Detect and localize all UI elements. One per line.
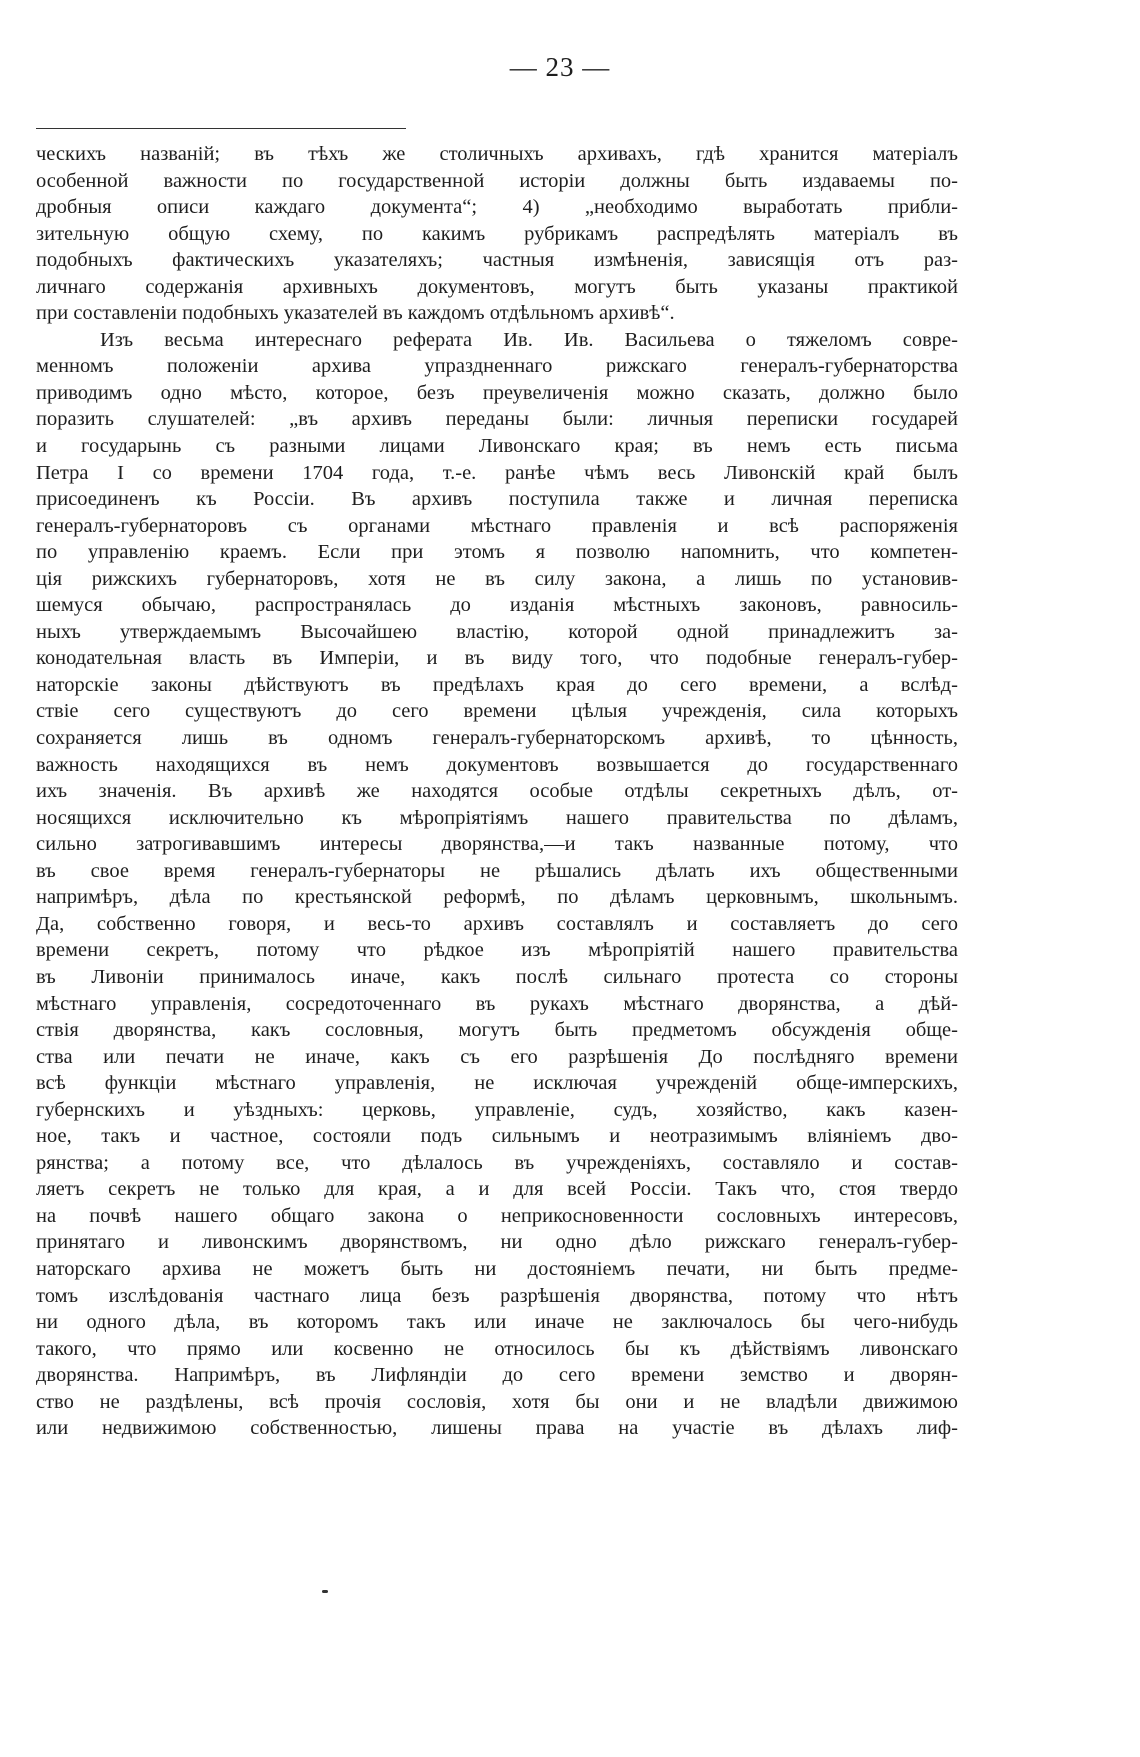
text-line: губернскихъ и уѣздныхъ: церковь, управленіе, судъ, хозяйство, какъ казен-	[36, 1098, 958, 1121]
text-line: въ Ливоніи принималось иначе, какъ послѣ сильнаго протеста со стороны	[36, 965, 958, 988]
text-line: дворянства. Напримѣръ, въ Лифляндіи до сего времени земство и дворян-	[36, 1364, 958, 1387]
text-line: ства или печати не иначе, какъ съ его разрѣшенія До послѣдняго времени	[36, 1045, 958, 1068]
text-line: Изъ весьма интереснаго реферата Ив. Ив. Васильева о тяжеломъ совре-	[100, 328, 958, 351]
text-line: наторскіе законы дѣйствуютъ въ предѣлахъ края до сего времени, а вслѣд-	[36, 673, 958, 696]
text-line: ствіе сего существуютъ до сего времени цѣлыя учрежденія, сила которыхъ	[36, 700, 958, 723]
text-line: принятаго и ливонскимъ дворянствомъ, ни одно дѣло рижскаго генералъ-губер-	[36, 1231, 958, 1254]
text-line: ствія дворянства, какъ сословныя, могутъ быть предметомъ обсужденія обще-	[36, 1019, 958, 1042]
text-line: на почвѣ нашего общаго закона о неприкосновенности сословныхъ интересовъ,	[36, 1204, 958, 1227]
text-line: приводимъ одно мѣсто, которое, безъ преувеличенія можно сказать, должно было	[36, 381, 958, 404]
text-line: по управленію краемъ. Если при этомъ я позволю напомнить, что компетен-	[36, 541, 958, 564]
text-line: ція рижскихъ губернаторовъ, хотя не въ силу закона, а лишь по установив-	[36, 567, 958, 590]
text-line: томъ изслѣдованія частнаго лица безъ разрѣшенія дворянства, потому что нѣтъ	[36, 1284, 958, 1307]
text-line: важность находящихся въ немъ документовъ возвышается до государственнаго	[36, 753, 958, 776]
text-line: особенной важности по государственной исторіи должны быть издаваемы по-	[36, 169, 958, 192]
text-line: и государынь съ разными лицами Ливонскаго края; въ немъ есть письма	[36, 435, 958, 458]
text-line: конодательная власть въ Имперіи, и въ виду того, что подобные генералъ-губер-	[36, 647, 958, 670]
text-line: ни одного дѣла, въ которомъ такъ или иначе не заключалось бы чего-нибудь	[36, 1311, 958, 1334]
text-line: поразить слушателей: „въ архивъ переданы были: личныя переписки государей	[36, 408, 958, 431]
ink-speck	[322, 1590, 328, 1593]
text-line: ныхъ утверждаемымъ Высочайшею властію, которой одной принадлежитъ за-	[36, 620, 958, 643]
text-line: носящихся исключительно къ мѣропріятіямъ нашего правительства по дѣламъ,	[36, 806, 958, 829]
text-line: мѣстнаго управленія, сосредоточеннаго въ рукахъ мѣстнаго дворянства, а дѣй-	[36, 992, 958, 1015]
text-line: или недвижимою собственностью, лишены права на участіе въ дѣлахъ лиф-	[36, 1417, 958, 1440]
text-line: ческихъ названій; въ тѣхъ же столичныхъ архивахъ, гдѣ хранится матеріалъ	[36, 143, 958, 165]
text-line: менномъ положеніи архива упраздненнаго рижскаго генералъ-губернаторства	[36, 355, 958, 378]
text-line: шемуся обычаю, распространялась до изданія мѣстныхъ законовъ, равносиль-	[36, 594, 958, 617]
text-line: сохраняется лишь въ одномъ генералъ-губернаторскомъ архивѣ, то цѣнность,	[36, 727, 958, 750]
text-line: при составленіи подобныхъ указателей въ каждомъ отдѣльномъ архивѣ“.	[36, 302, 675, 325]
text-line: такого, что прямо или косвенно не относилось бы къ дѣйствіямъ ливонскаго	[36, 1337, 958, 1360]
text-line: времени секретъ, потому что рѣдкое изъ мѣропріятій нашего правительства	[36, 939, 958, 962]
paragraph-2	[36, 327, 958, 1469]
text-line: ихъ значенія. Въ архивѣ же находятся особые отдѣлы секретныхъ дѣлъ, от-	[36, 780, 958, 803]
text-line: ляетъ секретъ не только для края, а и для всей Россіи. Такъ что, стоя твердо	[36, 1178, 958, 1201]
text-line: Петра I со времени 1704 года, т.-е. ранѣе чѣмъ весь Ливонскій край былъ	[36, 461, 958, 484]
text-line: рянства; а потому все, что дѣлалось въ учрежденіяхъ, составляло и состав-	[36, 1151, 958, 1174]
text-line	[36, 1442, 958, 1469]
text-line: Да, собственно говоря, и весь-то архивъ составлялъ и составляетъ до сего	[36, 912, 958, 935]
text-line: въ свое время генералъ-губернаторы не рѣшались дѣлать ихъ общественными	[36, 859, 958, 882]
text-line: сильно затрогивавшимъ интересы дворянства,—и такъ названные потому, что	[36, 833, 958, 856]
paragraph-1	[36, 141, 958, 327]
text-line: зительную общую схему, по какимъ рубрикамъ распредѣлять матеріалъ въ	[36, 222, 958, 245]
text-line: всѣ функціи мѣстнаго управленія, не исключая учрежденій общe-имперскихъ,	[36, 1072, 958, 1095]
text-line: личнаго содержанія архивныхъ документовъ, могутъ быть указаны практикой	[36, 275, 958, 298]
body-text	[36, 141, 958, 1468]
text-line: подобныхъ фактическихъ указателяхъ; частныя измѣненія, зависящія отъ раз-	[36, 249, 958, 272]
page-number: — 23 —	[509, 52, 611, 82]
text-line: дробныя описи каждаго документа“; 4) „необходимо выработать прибли-	[36, 196, 958, 219]
text-line: присоединенъ къ Россіи. Въ архивъ поступила также и личная переписка	[36, 488, 958, 511]
text-line: наторскаго архива не можетъ быть ни достояніемъ печати, ни быть предме-	[36, 1257, 958, 1280]
header-rule	[36, 128, 406, 129]
text-line: ное, такъ и частное, состояли подъ сильнымъ и неотразимымъ вліяніемъ дво-	[36, 1125, 958, 1148]
text-line: напримѣръ, дѣла по крестьянской реформѣ, по дѣламъ церковнымъ, школьнымъ.	[36, 886, 958, 909]
text-line: ство не раздѣлены, всѣ прочія сословія, хотя бы они и не владѣли движимою	[36, 1390, 958, 1413]
text-line: генералъ-губернаторовъ съ органами мѣстнаго правленія и всѣ распоряженія	[36, 514, 958, 537]
